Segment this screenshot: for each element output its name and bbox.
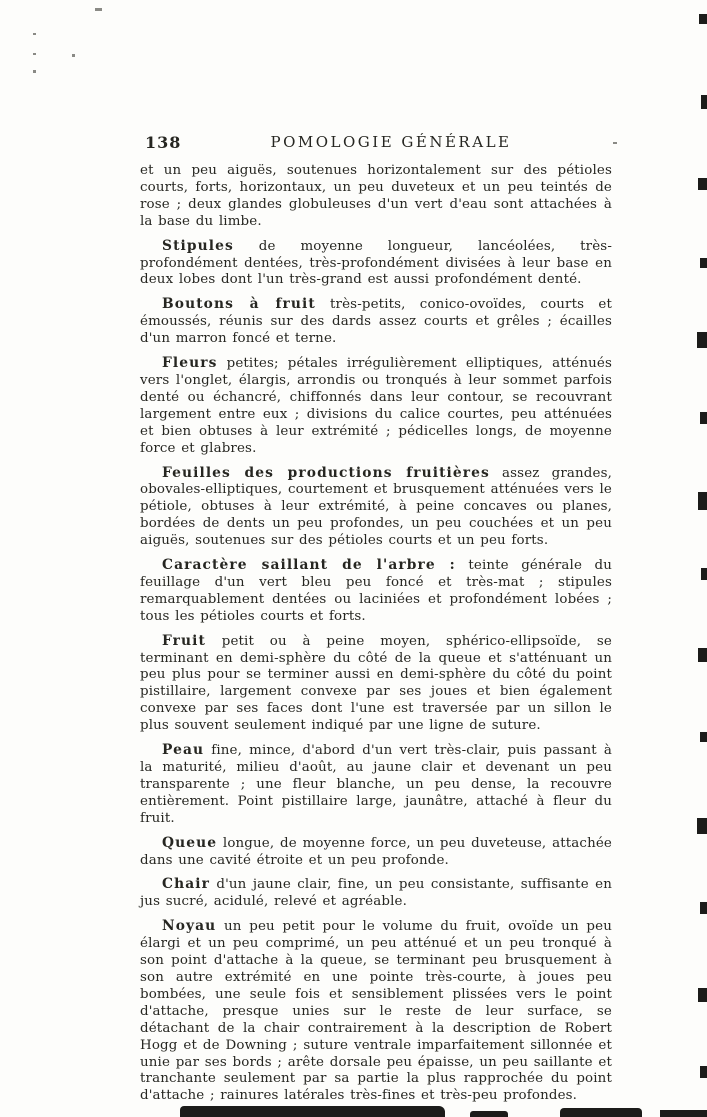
paragraph-lead: Feuilles des productions fruitières bbox=[162, 464, 490, 481]
paragraph-caractere-saillant bbox=[140, 557, 612, 626]
paragraph-chair bbox=[140, 876, 612, 911]
scan-artifact bbox=[701, 568, 707, 580]
paragraph-lead: Caractère saillant de l'arbre : bbox=[162, 557, 456, 574]
paragraph-text: d'un jaune clair, fine, un peu consistante, suffisante en jus sucré, acidulé, relevé et agréable. bbox=[140, 877, 612, 910]
scan-artifact bbox=[95, 8, 102, 11]
scan-artifact bbox=[697, 332, 707, 348]
scan-artifact bbox=[698, 492, 707, 510]
paragraph-text: teinte générale du feuillage d'un vert bleu peu foncé et très-mat ; stipules remarquablement dentées ou laciniées et profondément lobées ; tous les pétioles courts et forts. bbox=[140, 558, 612, 624]
paragraph-lead: Queue bbox=[162, 834, 218, 851]
paragraph-text: fine, mince, d'abord d'un vert très-clair, puis passant à la maturité, milieu d'août, au jaune clair et devenant un peu transparente ; une fleur blanche, un peu dense, la recouvre entièrement. Point pistillaire large, jaunâtre, attaché à fleur du fruit. bbox=[140, 743, 613, 826]
scan-artifact bbox=[180, 1106, 445, 1117]
paragraph-fleurs bbox=[140, 355, 612, 457]
paragraph-boutons-a-fruit bbox=[140, 296, 612, 348]
paragraph-feuilles-productions-fruitieres bbox=[140, 465, 612, 551]
paragraph-lead: Fruit bbox=[162, 632, 206, 649]
scan-artifact bbox=[660, 1110, 707, 1117]
scan-artifact bbox=[700, 902, 707, 914]
paragraph-queue bbox=[140, 835, 612, 870]
scan-artifact bbox=[33, 33, 36, 35]
paragraph-lead: Stipules bbox=[162, 237, 234, 254]
scan-artifact bbox=[699, 14, 707, 24]
scan-artifact bbox=[700, 1066, 707, 1078]
paragraph-lead: Boutons à fruit bbox=[162, 296, 316, 313]
scan-artifact bbox=[700, 732, 707, 742]
paragraph-text: de moyenne longueur, lancéolées, très-profondément dentées, très-profondément divisées à leur base en deux lobes dont l'un très-grand est aussi profondément denté. bbox=[140, 238, 612, 288]
paragraph-peau bbox=[140, 742, 612, 828]
page-body bbox=[140, 163, 612, 1112]
scan-artifact bbox=[698, 648, 707, 662]
paragraph-fruit bbox=[140, 633, 612, 735]
paragraph-text: petites; pétales irrégulièrement elliptiques, atténués vers l'onglet, élargis, arrondis ou tronqués à leur sommet parfois denté ou échancré, chiffonnés dans leur contour, se recouvrant largement entre eux ; divisions du calice courtes, peu atténuées et bien obtuses à leur extrémité ; pédicelles longs, de moyenne force et glabres. bbox=[140, 356, 612, 456]
page-number: 138 bbox=[145, 133, 182, 152]
scan-artifact bbox=[72, 54, 75, 57]
page-header bbox=[140, 133, 612, 155]
paragraph-text: longue, de moyenne force, un peu duveteuse, attachée dans une cavité étroite et un peu profonde. bbox=[140, 835, 612, 868]
scan-artifact bbox=[700, 412, 707, 424]
paragraph-text: petit ou à peine moyen, sphérico-ellipsoïde, se terminant en demi-sphère du côté de la queue et s'atténuant un peu plus pour se terminer aussi en demi-sphère du côté du point pistillaire, largement convexe par ses joues et bien également convexe par ses faces dont l'une est traversée par un sillon le plus souvent seulement indiqué par une ligne de suture. bbox=[140, 633, 612, 734]
scan-artifact bbox=[560, 1108, 642, 1117]
paragraph-text: assez grandes, obovales-elliptiques, courtement et brusquement atténuées vers le pétiole, obtuses à leur extrémité, à peine concaves ou planes, bordées de dents un peu profondes, un peu couchées et un peu aiguës, soutenues sur des pétioles courts et un peu forts. bbox=[140, 465, 613, 549]
scan-artifact bbox=[698, 178, 707, 190]
scan-artifact bbox=[33, 70, 36, 73]
scan-artifact bbox=[470, 1111, 508, 1117]
paragraph-lead: Chair bbox=[162, 876, 210, 893]
paragraph-stipules bbox=[140, 238, 612, 290]
scan-artifact bbox=[700, 258, 707, 268]
paragraph-text: très-petits, conico-ovoïdes, courts et émoussés, réunis sur des dards assez courts et grêles ; écailles d'un marron foncé et terne. bbox=[140, 297, 612, 347]
paragraph-lead: Fleurs bbox=[162, 355, 218, 372]
paragraph-continuation bbox=[140, 163, 612, 231]
scan-artifact bbox=[701, 95, 707, 109]
paragraph-text: un peu petit pour le volume du fruit, ovoïde un peu élargi et un peu comprimé, un peu atténué et un peu tronqué à son point d'attache à la queue, se terminant peu brusquement à son autre extrémité en une pointe très-courte, à joues peu bombées, une seule fois et sensiblement plissées vers le point d'attache, presque unies sur le reste de leur surface, se détachant de la chair contrairement à la description de Robert Hogg et de Downing ; suture ventrale imparfaitement sillonnée et unie par ses bords ; arête dorsale peu épaisse, un peu saillante et tranchante seulement par sa partie la plus rapprochée du point d'attache ; rainures latérales très-fines et très-peu profondes. bbox=[140, 919, 612, 1104]
scan-artifact bbox=[698, 988, 707, 1002]
paragraph-text: et un peu aiguës, soutenues horizontalement sur des pétioles courts, forts, horizontaux, un peu duveteux et un peu teintés de rose ; deux glandes globuleuses d'un vert d'eau sont attachées à la base du limbe. bbox=[140, 163, 612, 229]
paragraph-lead: Noyau bbox=[162, 918, 217, 935]
page-title: POMOLOGIE GÉNÉRALE bbox=[270, 133, 512, 151]
scan-artifact bbox=[697, 818, 707, 834]
scan-artifact bbox=[33, 53, 36, 55]
scan-artifact bbox=[613, 142, 617, 144]
paragraph-lead: Peau bbox=[162, 742, 205, 759]
paragraph-noyau bbox=[140, 918, 612, 1105]
